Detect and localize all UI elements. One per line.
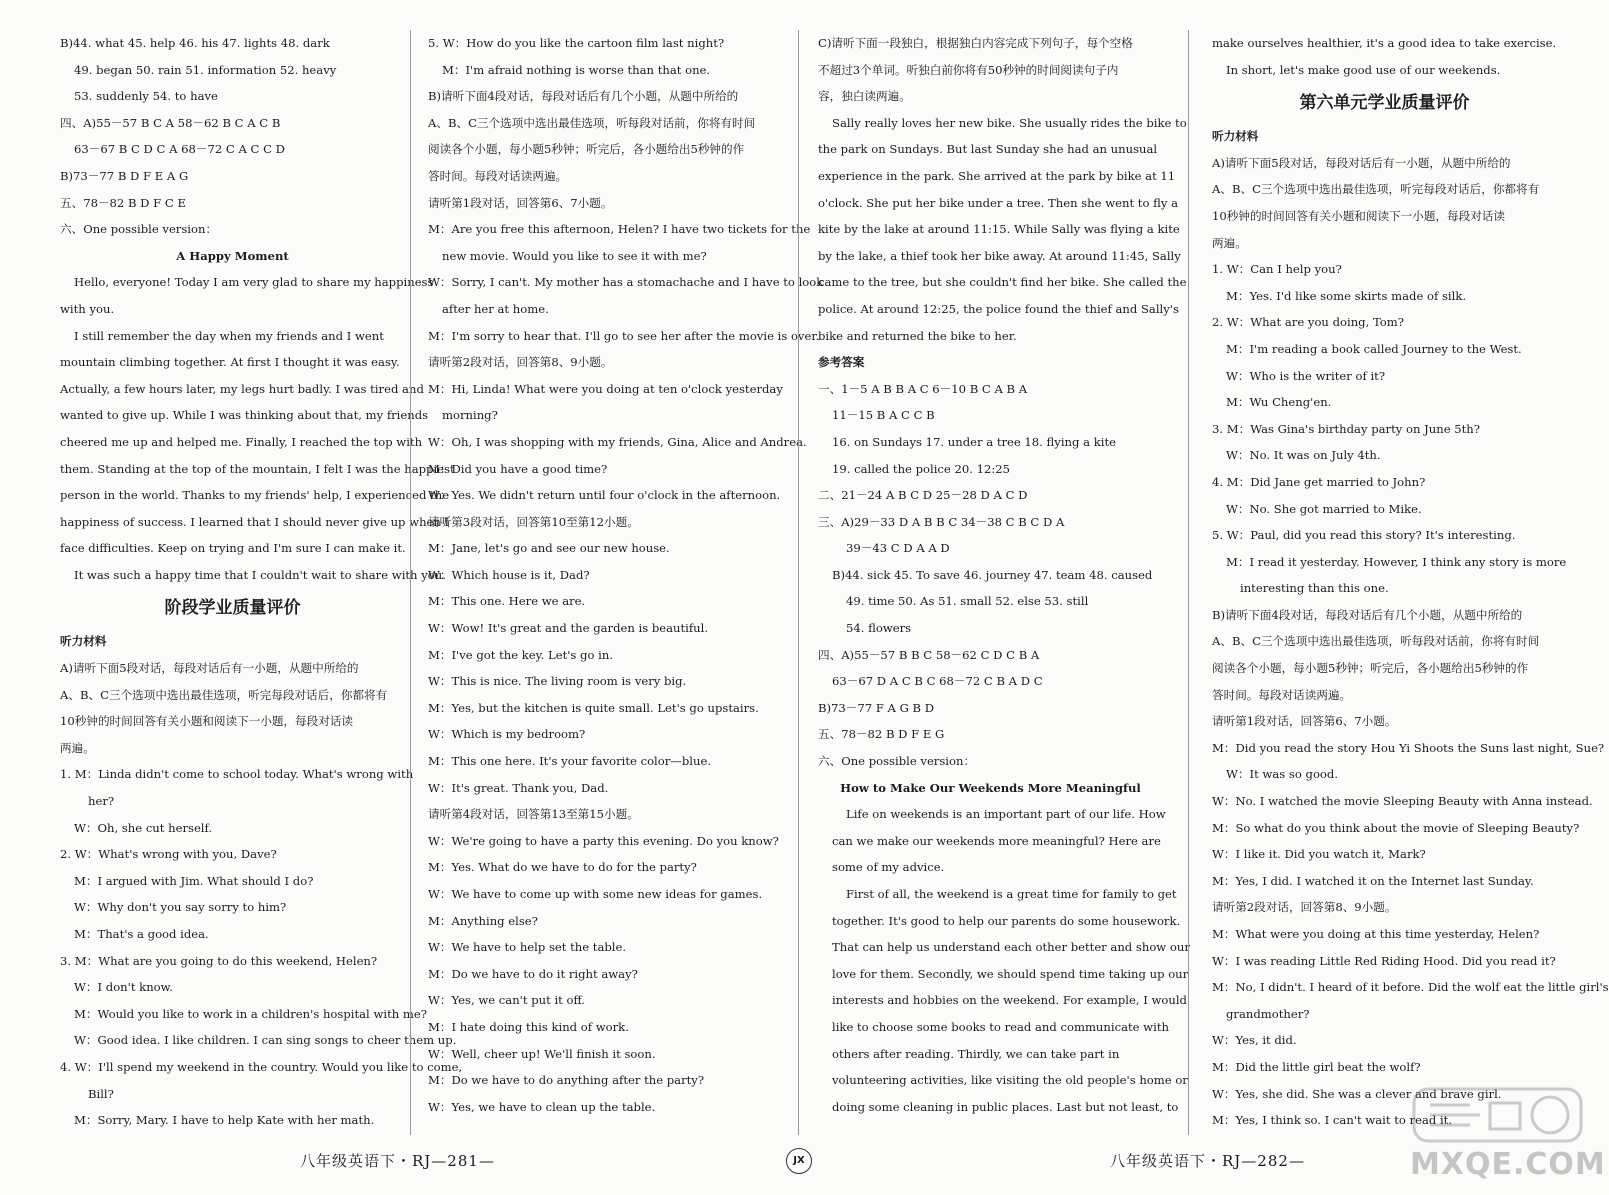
text-line: B)73－77 F A G B D [818, 700, 935, 715]
text-line: M：Yes, I think so. I can't wait to read it. [1212, 1113, 1453, 1128]
text-line: 请听第4段对话，回答第13至第15小题。 [428, 807, 639, 822]
text-line: 5. W：How do you like the cartoon film last night? [428, 36, 725, 50]
text-line: W：Yes, she did. She was a clever and brave girl. [1212, 1086, 1502, 1101]
text-line: 5. W：Paul, did you read this story? It's interesting. [1212, 528, 1516, 543]
text-line: W：Yes, we can't put it off. [428, 993, 585, 1008]
text-line: like to choose some books to read and communicate with [832, 1019, 1169, 1034]
text-line: 一、1－5 A B B A C 6－10 B C A B A [818, 381, 1028, 396]
text-line: 六、One possible version： [818, 754, 976, 769]
text-line: 请听第2段对话，回答第8、9小题。 [1212, 900, 1397, 915]
text-line: M：Do we have to do anything after the party? [428, 1073, 705, 1088]
text-line: W：Yes, we have to clean up the table. [428, 1099, 656, 1114]
text-line: them. Standing at the top of the mountain, I felt I was the happiest [60, 461, 455, 476]
text-line: That can help us understand each other better and show our [832, 940, 1190, 955]
text-line: W：Which house is it, Dad? [428, 567, 590, 582]
text-line: M：Do we have to do it right away? [428, 966, 638, 981]
text-line: B)44. sick 45. To save 46. journey 47. team 48. caused [832, 567, 1153, 582]
text-line: 四、A)55－57 B C A 58－62 B C A C B [60, 115, 281, 130]
column-3 [818, 30, 1190, 1120]
text-line: B)请听下面4段对话，每段对话后有几个小题，从题中所给的 [1212, 607, 1523, 622]
watermark-text: MXQE.COM [1410, 1147, 1606, 1182]
text-line: M：Sorry, Mary. I have to help Kate with her math. [74, 1113, 375, 1128]
text-line: 3. M：Was Gina's birthday party on June 5th? [1212, 421, 1480, 436]
text-line: A、B、C三个选项中选出最佳选项，听每段对话前，你将有时间 [1212, 634, 1540, 649]
text-line: A、B、C三个选项中选出最佳选项，听完每段对话后，你都将有 [60, 687, 388, 702]
watermark-logo [1410, 1085, 1606, 1185]
text-line: W：I like it. Did you watch it, Mark? [1212, 847, 1426, 862]
text-line: W：I don't know. [74, 980, 173, 995]
text-line: after her at home. [442, 301, 549, 316]
text-line: M：Did the little girl beat the wolf? [1212, 1059, 1421, 1074]
text-line: grandmother? [1226, 1006, 1310, 1021]
text-line: M：I read it yesterday. However, I think any story is more [1226, 554, 1567, 569]
text-line: 答时间。每段对话读两遍。 [428, 168, 568, 183]
text-line: M：Yes. I'd like some skirts made of silk. [1226, 288, 1467, 303]
column-divider [410, 30, 411, 1135]
text-line: W：It was so good. [1226, 767, 1339, 782]
text-line: love for them. Secondly, we should spend time taking up our [832, 966, 1189, 981]
text-line: bike and returned the bike to her. [818, 328, 1017, 343]
text-line: came to the tree, but she couldn't find her bike. She called the [818, 275, 1187, 290]
text-line: volunteering activities, like visiting the old people's home or [832, 1073, 1188, 1088]
text-line: W：Yes, it did. [1212, 1033, 1297, 1048]
text-line: new movie. Would you like to see it with me? [442, 248, 707, 263]
text-line: 六、One possible version： [60, 222, 218, 237]
text-line: B)44. what 45. help 46. his 47. lights 48. dark [60, 36, 330, 50]
text-line: mountain climbing together. At first I thought it was easy. [60, 355, 400, 370]
section-label: 听力材料 [60, 634, 107, 649]
text-line: cheered me up and helped me. Finally, I reached the top with [60, 434, 423, 449]
text-line: A)请听下面5段对话，每段对话后有一小题，从题中所给的 [1212, 155, 1511, 170]
text-line: M：Would you like to work in a children's hospital with me? [74, 1006, 427, 1021]
text-line: I still remember the day when my friends and I went [74, 328, 384, 343]
watermark-graphic [1410, 1085, 1585, 1145]
text-line: C)请听下面一段独白，根据独白内容完成下列句子，每个空格 [818, 36, 1133, 50]
text-line: M：So what do you think about the movie of Sleeping Beauty? [1212, 820, 1580, 835]
essay-title: A Happy Moment [176, 248, 289, 263]
text-line: W：Well, cheer up! We'll finish it soon. [428, 1046, 656, 1061]
text-line: Actually, a few hours later, my legs hurt badly. I was tired and [60, 381, 424, 396]
text-line: 1. M：Linda didn't come to school today. What's wrong with [60, 767, 414, 782]
text-line: the park on Sundays. But last Sunday she had an unusual [818, 142, 1158, 157]
text-line: M：Jane, let's go and see our new house. [428, 541, 670, 556]
text-line: Hello, everyone! Today I am very glad to share my happiness [74, 275, 434, 290]
text-line: In short, let's make good use of our weekends. [1226, 62, 1501, 77]
text-line: M：Did you read the story Hou Yi Shoots the Suns last night, Sue? [1212, 740, 1605, 755]
text-line: 三、A)29－33 D A B B C 34－38 C B C D A [818, 514, 1065, 529]
text-line: together. It's good to help our parents do some housework. [832, 913, 1181, 928]
text-line: morning? [442, 408, 498, 423]
text-line: W：Who is the writer of it? [1226, 368, 1386, 383]
text-line: 63－67 D A C B C 68－72 C B A D C [832, 674, 1043, 689]
text-line: 3. M：What are you going to do this weekend, Helen? [60, 953, 378, 968]
text-line: 请听第3段对话，回答第10至第12小题。 [428, 514, 639, 529]
center-badge: JX [786, 1148, 812, 1174]
text-line: M：Are you free this afternoon, Helen? I have two tickets for the [428, 222, 811, 237]
text-line: M：Yes. What do we have to do for the party? [428, 860, 697, 875]
text-line: W：Good idea. I like children. I can sing songs to cheer them up. [74, 1033, 457, 1048]
text-line: W：Yes. We didn't return until four o'clock in the afternoon. [428, 488, 781, 503]
page-footer-left: 八年级英语下・RJ—281— [300, 1152, 495, 1170]
text-line: M：No, I didn't. I heard of it before. Did the wolf eat the little girl's [1212, 980, 1609, 995]
text-line: experience in the park. She arrived at the park by bike at 11 [818, 168, 1176, 183]
text-line: A、B、C三个选项中选出最佳选项，听完每段对话后，你都将有 [1212, 182, 1540, 197]
text-line: 10秒钟的时间回答有关小题和阅读下一小题，每段对话读 [1212, 208, 1506, 223]
text-line: with you. [60, 301, 115, 316]
text-line: Bill? [88, 1086, 114, 1101]
text-line: 1. W：Can I help you? [1212, 262, 1342, 277]
text-line: W：This is nice. The living room is very big. [428, 674, 687, 689]
text-line: 四、A)55－57 B B C 58－62 C D C B A [818, 647, 1040, 662]
text-line: W：Wow! It's great and the garden is beautiful. [428, 621, 709, 636]
text-line: 16. on Sundays 17. under a tree 18. flying a kite [832, 434, 1116, 449]
text-line: 请听第2段对话，回答第8、9小题。 [428, 355, 613, 370]
text-line: W：Oh, I was shopping with my friends, Gina, Alice and Andrea. [428, 434, 807, 449]
text-line: W：Oh, she cut herself. [74, 820, 213, 835]
text-line: W：No. She got married to Mike. [1226, 501, 1422, 516]
text-line: 五、78－82 B D F C E [60, 195, 186, 210]
text-line: wanted to give up. While I was thinking about that, my friends [60, 408, 429, 423]
essay-title: How to Make Our Weekends More Meaningful [840, 780, 1141, 795]
text-line: W：Sorry, I can't. My mother has a stomachache and I have to look [428, 275, 824, 290]
text-line: M：I argued with Jim. What should I do? [74, 873, 314, 888]
text-line: M：Yes, I did. I watched it on the Internet last Sunday. [1212, 873, 1534, 888]
text-line: Life on weekends is an important part of our life. How [846, 807, 1166, 822]
text-line: 五、78－82 B D F E G [818, 727, 945, 742]
text-line: 10秒钟的时间回答有关小题和阅读下一小题，每段对话读 [60, 714, 354, 729]
text-line: M：I've got the key. Let's go in. [428, 647, 614, 662]
text-line: Sally really loves her new bike. She usually rides the bike to [832, 115, 1187, 130]
section-heading: 阶段学业质量评价 [164, 598, 301, 619]
text-line: M：Did you have a good time? [428, 461, 608, 476]
text-line: M：That's a good idea. [74, 927, 209, 941]
text-line: doing some cleaning in public places. Last but not least, to [832, 1099, 1179, 1114]
text-line: B)请听下面4段对话，每段对话后有几个小题，从题中所给的 [428, 89, 739, 104]
text-line: M：Hi, Linda! What were you doing at ten o'clock yesterday [428, 381, 783, 396]
text-line: o'clock. She put her bike under a tree. Then she went to fly a [818, 195, 1178, 210]
column-2 [428, 30, 824, 1120]
text-line: others after reading. Thirdly, we can take part in [832, 1046, 1120, 1061]
text-line: 两遍。 [1212, 235, 1247, 250]
text-line: 11－15 B A C C B [832, 408, 935, 423]
text-line: 53. suddenly 54. to have [74, 89, 218, 104]
section-heading: 第六单元学业质量评价 [1299, 93, 1470, 114]
text-line: W：Why don't you say sorry to him? [74, 900, 287, 915]
text-line: 19. called the police 20. 12:25 [832, 461, 1010, 476]
text-line: police. At around 12:25, the police found the thief and Sally's [818, 301, 1179, 316]
column-divider [798, 30, 799, 1135]
text-line: 容，独白读两遍。 [818, 89, 911, 104]
text-line: 2. W：What's wrong with you, Dave? [60, 847, 277, 862]
text-line: 39－43 C D A A D [846, 541, 950, 556]
text-line: some of my advice. [832, 860, 945, 875]
text-line: 阅读各个小题，每小题5秒钟；听完后，各小题给出5秒钟的作 [1212, 661, 1529, 676]
text-line: by the lake, a thief took her bike away. At around 11:45, Sally [818, 248, 1181, 263]
text-line: 答时间。每段对话读两遍。 [1212, 687, 1352, 702]
text-line: W：We have to come up with some new ideas for games. [428, 887, 763, 901]
text-line: M：I'm afraid nothing is worse than that one. [442, 62, 711, 77]
section-label: 听力材料 [1212, 129, 1259, 144]
text-line: M：This one. Here we are. [428, 594, 586, 609]
text-line: 不超过3个单词。听独白前你将有50秒钟的时间阅读句子内 [818, 62, 1119, 77]
text-line: kite by the lake at around 11:15. While Sally was flying a kite [818, 222, 1180, 237]
text-line: happiness of success. I learned that I should never give up when I [60, 514, 450, 529]
text-line: M：Anything else? [428, 913, 538, 928]
column-4 [1212, 30, 1609, 1134]
text-line: 两遍。 [60, 740, 95, 755]
text-line: 二、21－24 A B C D 25－28 D A C D [818, 488, 1028, 503]
text-line: W：Which is my bedroom? [428, 727, 586, 742]
text-line: W：We're going to have a party this evening. Do you know? [428, 833, 779, 848]
text-line: 63－67 B C D C A 68－72 C A C C D [74, 142, 285, 157]
text-line: person in the world. Thanks to my friends' help, I experienced the [60, 488, 450, 503]
text-line: A)请听下面5段对话，每段对话后有一小题，从题中所给的 [60, 661, 359, 676]
text-line: can we make our weekends more meaningful? Here are [832, 833, 1161, 848]
text-line: interests and hobbies on the weekend. For example, I would [832, 993, 1187, 1008]
text-line: M：Wu Cheng'en. [1226, 395, 1332, 410]
text-line: A、B、C三个选项中选出最佳选项，听每段对话前，你将有时间 [428, 115, 756, 130]
text-line: M：Yes, but the kitchen is quite small. Let's go upstairs. [428, 700, 759, 715]
text-line: 请听第1段对话，回答第6、7小题。 [1212, 714, 1397, 729]
text-line: 49. began 50. rain 51. information 52. heavy [74, 62, 337, 77]
text-line: First of all, the weekend is a great time for family to get [846, 887, 1177, 901]
section-label: 参考答案 [818, 355, 865, 370]
column-divider [1188, 30, 1189, 1135]
text-line: 2. W：What are you doing, Tom? [1212, 315, 1404, 330]
text-line: M：I'm reading a book called Journey to the West. [1226, 341, 1522, 356]
text-line: 49. time 50. As 51. small 52. else 53. still [846, 594, 1089, 609]
text-line: make ourselves healthier, it's a good idea to take exercise. [1212, 36, 1557, 50]
text-line: 请听第1段对话，回答第6、7小题。 [428, 195, 613, 210]
text-line: M：I hate doing this kind of work. [428, 1019, 629, 1034]
text-line: M：This one here. It's your favorite color—blue. [428, 754, 712, 769]
text-line: M：I'm sorry to hear that. I'll go to see her after the movie is over. [428, 328, 820, 343]
text-line: M：What were you doing at this time yesterday, Helen? [1212, 927, 1540, 941]
page-footer-right: 八年级英语下・RJ—282— [1110, 1152, 1305, 1170]
text-line: B)73－77 B D F E A G [60, 168, 189, 183]
text-line: 4. M：Did Jane get married to John? [1212, 474, 1426, 489]
text-line: W：We have to help set the table. [428, 940, 627, 955]
text-line: face difficulties. Keep on trying and I'm sure I can make it. [60, 541, 406, 556]
text-line: 54. flowers [846, 621, 912, 636]
text-line: W：I was reading Little Red Riding Hood. Did you read it? [1212, 953, 1556, 968]
text-line: W：No. I watched the movie Sleeping Beauty with Anna instead. [1212, 794, 1593, 809]
text-line: 阅读各个小题，每小题5秒钟；听完后，各小题给出5秒钟的作 [428, 142, 745, 157]
column-1 [60, 30, 463, 1134]
text-line: interesting than this one. [1240, 581, 1389, 596]
text-line: W：No. It was on July 4th. [1226, 448, 1381, 463]
text-line: It was such a happy time that I couldn't wait to share with you. [74, 567, 446, 582]
text-line: her? [88, 794, 115, 809]
text-line: W：It's great. Thank you, Dad. [428, 780, 609, 795]
text-line: 4. W：I'll spend my weekend in the country. Would you like to come, [60, 1059, 463, 1074]
